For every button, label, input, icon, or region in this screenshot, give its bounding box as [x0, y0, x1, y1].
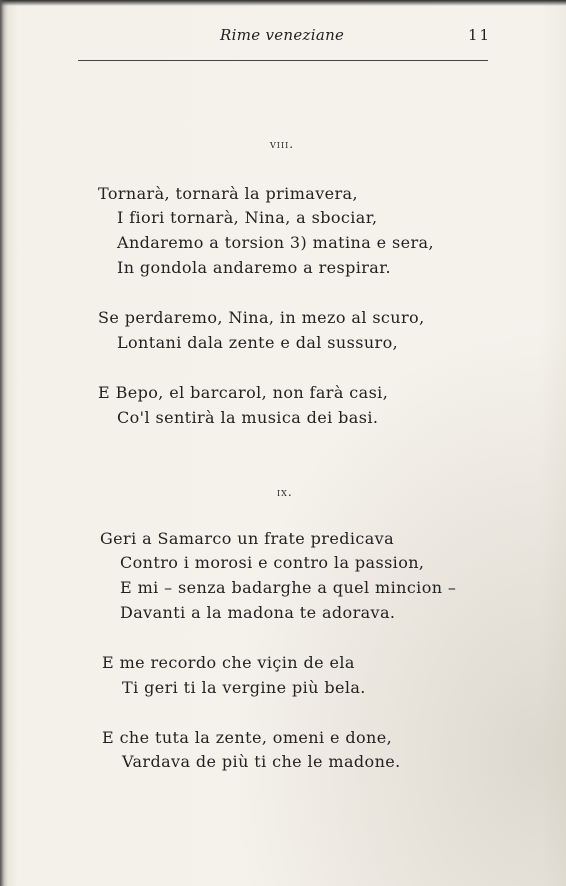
running-head-title: Rime veneziane: [220, 26, 345, 44]
section-number-viii: viii.: [270, 137, 295, 151]
verse-line: In gondola andaremo a respirar.: [117, 258, 392, 277]
verse-line: Se perdaremo, Nina, in mezo al scuro,: [98, 308, 425, 327]
verse-line: Ti geri ti la vergine più bela.: [122, 678, 366, 697]
page-number: 11: [468, 26, 492, 44]
page-top-shadow: [0, 0, 566, 6]
verse-line: E Bepo, el barcarol, non farà casi,: [98, 383, 389, 402]
verse-line: I fiori tornarà, Nina, a sbociar,: [117, 208, 378, 227]
verse-line: E me recordo che viçin de ela: [102, 653, 355, 672]
page-binding-edge: [0, 0, 8, 886]
verse-line: Tornarà, tornarà la primavera,: [98, 184, 358, 203]
verse-line: Contro i morosi e contro la passion,: [120, 553, 425, 572]
verse-line: Andaremo a torsion 3) matina e sera,: [117, 233, 434, 252]
verse-line: Davanti a la madona te adorava.: [120, 603, 396, 622]
verse-line: Geri a Samarco un frate predicava: [100, 529, 395, 548]
verse-line: Co'l sentirà la musica dei basi.: [117, 408, 379, 427]
section-number-ix: ix.: [277, 485, 293, 499]
verse-line: E mi – senza badarghe a quel mincion –: [120, 578, 457, 597]
verse-line: Lontani dala zente e dal sussuro,: [117, 333, 399, 352]
header-rule: [78, 60, 488, 61]
verse-line: Vardava de più ti che le madone.: [122, 752, 401, 771]
verse-line: E che tuta la zente, omeni e done,: [102, 728, 393, 747]
running-head: [0, 26, 566, 50]
